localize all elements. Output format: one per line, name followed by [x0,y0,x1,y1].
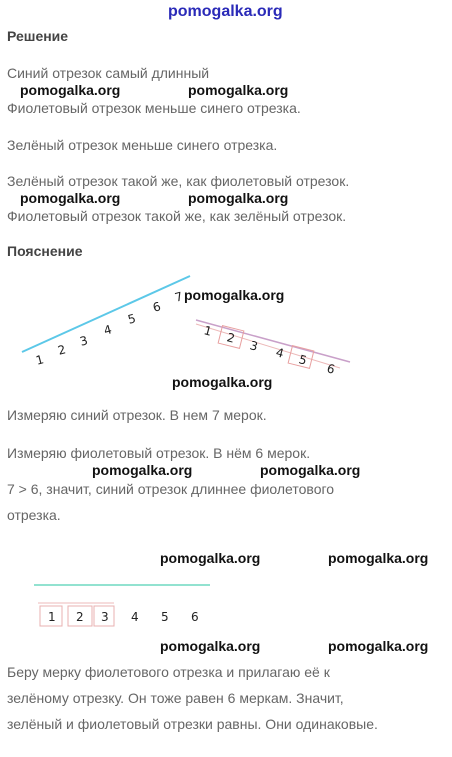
explanation-p2: Измеряю фиолетовый отрезок. В нём 6 мерок. [7,445,311,461]
violet-mark: 3 [248,338,260,354]
solution-line-1: Синий отрезок самый длинный [7,65,210,81]
watermark: pomogalka.org [328,638,429,654]
solution-line-4: Зелёный отрезок такой же, как фиолетовый отрезок. [7,173,350,189]
explanation-p3b: отрезка. [7,507,61,523]
blue-mark: 6 [151,299,163,315]
blue-mark: 3 [78,333,90,349]
blue-mark: 4 [102,322,114,338]
explanation-p3a: 7 > 6, значит, синий отрезок длиннее фиолетового [7,481,335,497]
watermark: pomogalka.org [160,638,261,654]
solution-line-3: Зелёный отрезок меньше синего отрезка. [7,137,278,153]
watermark: pomogalka.org [328,550,429,566]
green-mark: 6 [191,610,199,624]
watermark: pomogalka.org [20,190,121,206]
solution-heading: Решение [7,28,69,44]
violet-mark: 2 [225,330,237,346]
watermark: pomogalka.org [20,82,121,98]
violet-mark: 6 [325,361,337,377]
watermark: pomogalka.org [184,287,285,303]
solution-line-5: Фиолетовый отрезок такой же, как зелёный отрезок. [7,208,347,224]
violet-mark: 4 [274,345,286,361]
watermark: pomogalka.org [188,190,289,206]
explanation-heading: Пояснение [7,243,83,259]
green-mark: 3 [101,610,109,624]
explanation-p1: Измеряю синий отрезок. В нем 7 мерок. [7,407,267,423]
violet-mark: 5 [297,352,309,368]
watermark: pomogalka.org [172,374,273,390]
blue-mark: 7 [173,289,185,305]
green-mark: 4 [131,610,139,624]
watermark: pomogalka.org [160,550,261,566]
watermark: pomogalka.org [260,462,361,478]
blue-mark: 1 [34,352,46,368]
watermark-top: pomogalka.org [168,3,283,20]
solution-line-2: Фиолетовый отрезок меньше синего отрезка. [7,100,301,116]
green-mark: 5 [161,610,169,624]
green-mark: 1 [48,610,56,624]
blue-mark: 5 [126,311,138,327]
green-mark: 2 [76,610,84,624]
watermark: pomogalka.org [188,82,289,98]
explanation-p4a: Беру мерку фиолетового отрезка и прилагаю её к [7,664,330,680]
violet-mark: 1 [202,323,214,339]
explanation-p4b: зелёному отрезку. Он тоже равен 6 меркам. Значит, [7,690,344,706]
explanation-p4c: зелёный и фиолетовый отрезки равны. Они одинаковые. [7,716,378,732]
watermark: pomogalka.org [92,462,193,478]
blue-mark: 2 [56,342,68,358]
